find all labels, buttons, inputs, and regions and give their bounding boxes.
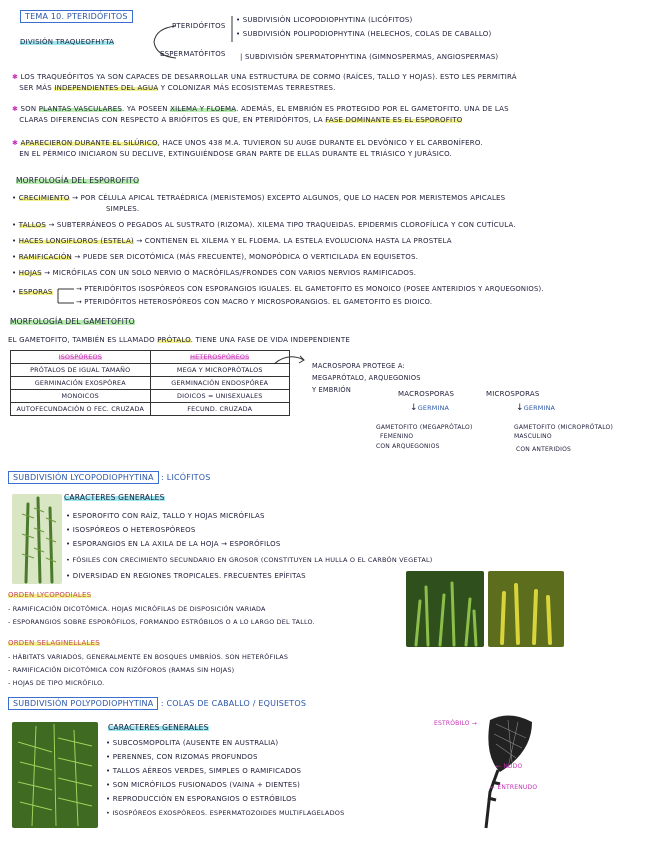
lyco-item: • FÓSILES CON CRECIMIENTO SECUNDARIO EN GROSOR (CONSTITUYEN LA HULLA O EL CARBÓN VEGETAL) — [66, 556, 433, 564]
orden1-item: - RAMIFICACIÓN DICOTÓMICA. HOJAS MICRÓFILAS DE DISPOSICIÓN VARIADA — [8, 605, 266, 613]
esporas-isosporeos: → PTERIDÓFITOS ISOSPÓREOS CON ESPORANGIOS IGUALES. EL GAMETOFITO ES MONOICO (POSEE ANTERIDIOS Y ARQUEGONIOS). — [76, 285, 544, 293]
intro-paragraph-2: ✱ SON PLANTAS VASCULARES. YA POSEEN XILEMA Y FLOEMA. ADEMÁS, EL EMBRIÓN ES PROTEGIDO POR EL GAMETOFITO. UNA DE LAS CLARAS DIFERENCIAS CON RESPECTO A BRIÓFITOS ES QUE, EN PTERIDÓFITOS, LA FASE DOMINANTE ES EL ESPOROFITO — [12, 105, 509, 124]
diagram-label-estrobilo: ESTRÓBILO → — [434, 720, 478, 727]
esporofito-item-ramificacion: • RAMIFICACIÓN → PUEDE SER DICOTÓMICA (MÁS FRECUENTE), MONOPÓDICA O VERTICILADA EN EQUISETOS. — [12, 253, 419, 261]
table-header-isosporeos: ISOSPÓREOS — [11, 351, 151, 364]
macrosporas-label: MACROSPORAS — [398, 390, 455, 398]
poly-item: • SON MICRÓFILOS FUSIONADOS (VAINA + DIENTES) — [106, 781, 301, 789]
poly-item: • REPRODUCCIÓN EN ESPORANGIOS O ESTRÓBILOS — [106, 795, 297, 803]
comparison-table — [10, 350, 290, 416]
table-header-heterosporeos: HETEROSPÓREOS — [150, 351, 290, 364]
esporas-heterosporeos: → PTERIDÓFITOS HETEROSPÓREOS CON MACRO Y MICROSPORANGIOS. EL GAMETOFITO ES DIOICO. — [76, 298, 433, 306]
orden-selaginellales-heading: ORDEN SELAGINELLALES — [8, 639, 100, 647]
equisetum-photo — [12, 722, 98, 828]
table-row: MONOICOS DIOICOS = UNISEXUALES — [11, 390, 290, 403]
micro-result-2: MASCULINO — [514, 433, 552, 440]
table-row: AUTOFECUNDACIÓN O FEC. CRUZADA FECUND. CRUZADA — [11, 403, 290, 416]
lycopodium-photo — [12, 494, 62, 584]
lycopodiales-photo — [406, 571, 484, 647]
note-line-2: MEGAPRÓTALO, ARQUEGONIOS — [312, 374, 421, 382]
esporas-brace — [54, 285, 78, 307]
division-label: DIVISIÓN TRAQUEOFHYTA — [20, 38, 115, 46]
arrow-to-note — [270, 348, 310, 370]
lyco-item: • DIVERSIDAD EN REGIONES TROPICALES. FRECUENTES EPÍFITAS — [66, 572, 306, 580]
poly-title-row: SUBDIVISIÓN POLYPODIOPHYTINA : COLAS DE CABALLO / EQUISETOS — [8, 699, 306, 708]
poly-item: • PERENNES, CON RIZOMAS PROFUNDOS — [106, 753, 258, 761]
sub-polipodiophytina: • SUBDIVISIÓN POLIPODIOPHYTINA (HELECHOS, COLAS DE CABALLO) — [236, 30, 492, 38]
micro-result-3: CON ANTERIDIOS — [516, 446, 572, 453]
poly-item: • SUBCOSMOPOLITA (AUSENTE EN AUSTRALIA) — [106, 739, 279, 747]
intro-paragraph-3: ✱ APARECIERON DURANTE EL SILÚRICO, HACE UNOS 438 M.A. TUVIERON SU AUGE DURANTE EL DEVÓNICO Y EL CARBONÍFERO. EN EL PÉRMICO INICIARON SU DECLIVE, EXTINGUIÉNDOSE GRAN PARTE DE ELLAS DURANTE EL TRIÁSICO Y JURÁSICO. — [12, 139, 483, 158]
diagram-label-entrenudo: ← ENTRENUDO — [490, 784, 538, 791]
lyco-item: • ISOSPÓREOS O HETEROSPÓREOS — [66, 526, 196, 534]
macro-result-1: GAMETOFITO (MEGAPRÓTALO) — [376, 424, 473, 431]
diagram-label-nudo: ← NUDO — [496, 763, 523, 770]
esporofito-item-tallos: • TALLOS → SUBTERRÁNEOS O PEGADOS AL SUSTRATO (RIZOMA). XILEMA TIPO TRAQUEIDAS. EPIDERMIS CLOROFÍLICA Y CON CUTÍCULA. — [12, 221, 516, 229]
microsporas-label: MICROSPORAS — [486, 390, 540, 398]
macro-germina: ↓GERMINA — [410, 403, 450, 413]
note-line-1: MACROSPORA PROTEGE A: — [312, 362, 405, 370]
heading-gametofito: MORFOLOGÍA DEL GAMETOFITO — [10, 317, 135, 326]
micro-germina: ↓GERMINA — [516, 403, 556, 413]
table-row: PRÓTALOS DE IGUAL TAMAÑO MEGA Y MICROPRÓTALOS — [11, 364, 290, 377]
orden1-item: - ESPORANGIOS SOBRE ESPORÓFILOS, FORMANDO ESTRÓBILOS O A LO LARGO DEL TALLO. — [8, 618, 315, 626]
equisetum-diagram — [460, 712, 550, 832]
gametofito-intro: EL GAMETOFITO, TAMBIÉN ES LLAMADO PRÓTALO. TIENE UNA FASE DE VIDA INDEPENDIENTE — [8, 336, 350, 344]
orden2-item: - HOJAS DE TIPO MICRÓFILO. — [8, 679, 105, 687]
esporofito-item-hojas: • HOJAS → MICRÓFILAS CON UN SOLO NERVIO O MACRÓFILAS/FRONDES CON VARIOS NERVIOS RAMIFICADOS. — [12, 269, 417, 277]
esporofito-item-crecimiento-cont: SIMPLES. — [106, 205, 140, 213]
poly-item: • TALLOS AÉREOS VERDES, SIMPLES O RAMIFICADOS — [106, 767, 302, 775]
poly-item: • ISOSPÓREOS EXOSPÓREOS. ESPERMATOZOIDES MULTIFLAGELADOS — [106, 809, 345, 817]
selaginella-photo — [488, 571, 564, 647]
intro-paragraph-1: ✱ LOS TRAQUEÓFITOS YA SON CAPACES DE DESARROLLAR UNA ESTRUCTURA DE CORMO (RAÍCES, TALLO Y HOJAS). ESTO LES PERMITIRÁ SER MÁS INDEPENDIENTES DEL AGUA Y COLONIZAR MÁS ECOSISTEMAS TERRESTRES. — [12, 73, 517, 92]
esporofito-item-haces: • HACES LONGIFLOROS (ESTELA) → CONTIENEN EL XILEMA Y EL FLOEMA. LA ESTELA EVOLUCIONA HASTA LA PROSTELA — [12, 237, 452, 245]
sub-licopodiophytina: • SUBDIVISIÓN LICOPODIOPHYTINA (LICÓFITOS) — [236, 16, 413, 24]
note-line-3: Y EMBRIÓN — [312, 386, 351, 394]
orden-lycopodiales-heading: ORDEN LYCOPODIALES — [8, 591, 92, 599]
sub-spermatophytina: | SUBDIVISIÓN SPERMATOPHYTINA (GIMNOSPERMAS, ANGIOSPERMAS) — [240, 53, 499, 61]
lyco-title-row: SUBDIVISIÓN LYCOPODIOPHYTINA : LICÓFITOS — [8, 473, 211, 482]
esporofito-item-crecimiento: • CRECIMIENTO → POR CÉLULA APICAL TETRAÉDRICA (MERISTEMOS) EXCEPTO ALGUNOS, QUE LO HACEN POR MERISTEMOS APICALES — [12, 194, 506, 202]
macro-result-2: FEMENINO — [380, 433, 414, 440]
orden2-item: - RAMIFICACIÓN DICOTÓMICA CON RIZÓFOROS (RAMAS SIN HOJAS) — [8, 666, 235, 674]
esporofito-item-esporas: • ESPORAS — [12, 288, 53, 296]
orden2-item: - HÁBITATS VARIADOS, GENERALMENTE EN BOSQUES UMBRÍOS. SON HETERÓFILAS — [8, 653, 289, 661]
page-title: TEMA 10. PTERIDÓFITOS — [20, 10, 133, 23]
macro-result-3: CON ARQUEGONIOS — [376, 443, 440, 450]
lyco-item: • ESPOROFITO CON RAÍZ, TALLO Y HOJAS MICRÓFILAS — [66, 512, 265, 520]
branch-espermatofitos: ESPERMATÓFITOS — [160, 50, 226, 58]
branch-pteridofitos: PTERIDÓFITOS — [172, 22, 226, 30]
micro-result-1: GAMETOFITO (MICROPRÓTALO) — [514, 424, 613, 431]
poly-caracteres-heading: CARACTERES GENERALES — [108, 723, 209, 732]
table-row: GERMINACIÓN EXOSPÓREA GERMINACIÓN ENDOSPÓREA — [11, 377, 290, 390]
lyco-caracteres-heading: CARACTERES GENERALES — [64, 493, 165, 502]
heading-esporofito: MORFOLOGÍA DEL ESPOROFITO — [16, 176, 140, 185]
lyco-item: • ESPORANGIOS EN LA AXILA DE LA HOJA → ESPORÓFILOS — [66, 540, 281, 548]
